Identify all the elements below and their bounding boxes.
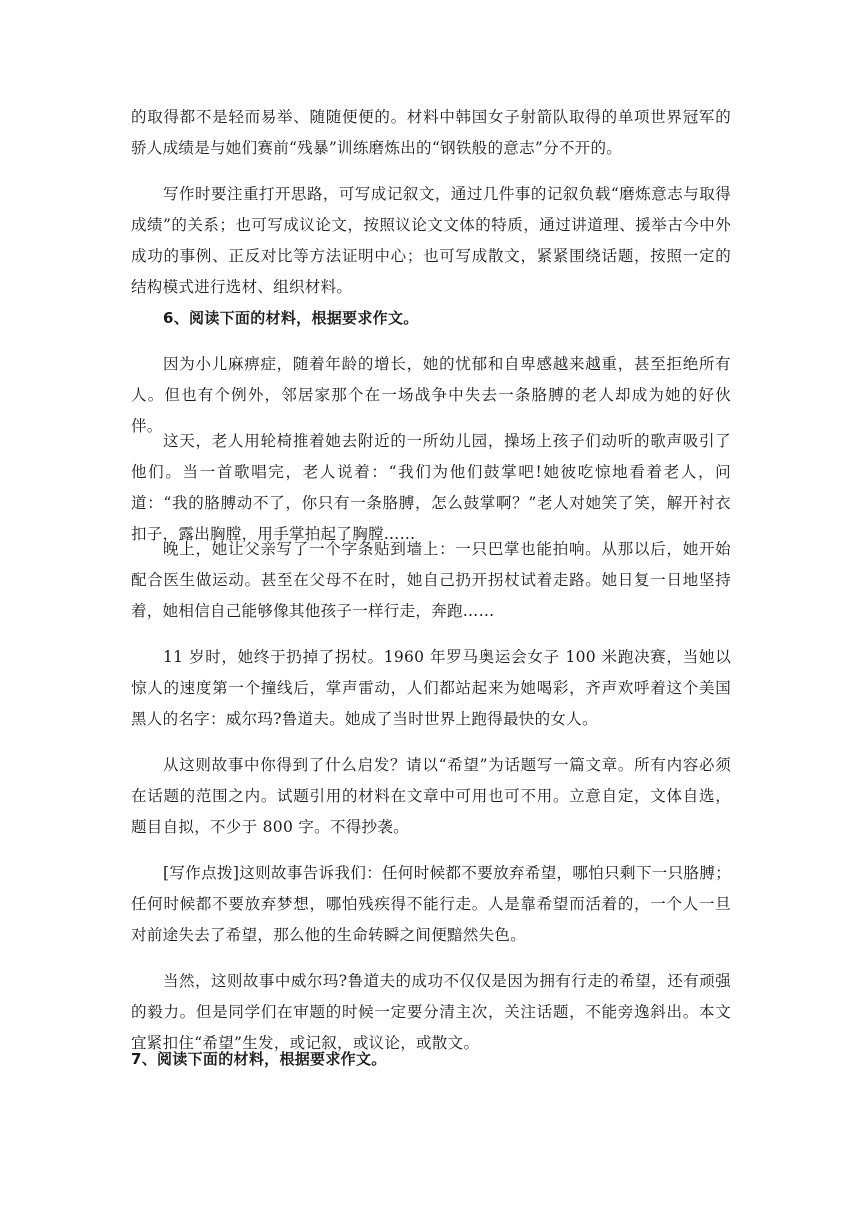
- question-6-heading: 6、阅读下面的材料，根据要求作文。: [163, 309, 419, 327]
- paragraph-note-on-wall: 晚上，她让父亲写了一个字条贴到墙上：一只巴掌也能拍响。从那以后，她开始配合医生做运动。甚至在父母不在时，她自己扔开拐杖试着走路。她日复一日地坚持着，她相信自己能够像其他孩子一样行走，奔跑……: [131, 540, 731, 620]
- question-7-heading: 7、阅读下面的材料，根据要求作文。: [131, 1050, 387, 1068]
- paragraph-kindergarten: 这天，老人用轮椅推着她去附近的一所幼儿园，操场上孩子们动听的歌声吸引了他们。当一首歌唱完，老人说着：“我们为他们鼓掌吧!她彼吃惊地看着老人，问道：“我的胳膊动不了，你只有一条胳膊，怎么鼓掌啊？”老人对她笑了笑，解开衬衣扣子，露出胸膛，用手掌拍起了胸膛……: [131, 432, 731, 543]
- paragraph-story-intro: 因为小儿麻痹症，随着年龄的增长，她的忧郁和自卑感越来越重，甚至拒绝所有人。但也有个例外，邻居家那个在一场战争中失去一条胳膊的老人却成为她的好伙伴。: [131, 355, 731, 435]
- paragraph-conclusion: 当然，这则故事中威尔玛?鲁道夫的成功不仅仅是因为拥有行走的希望，还有顽强的毅力。但是同学们在审题的时候一定要分清主次，关注话题，不能旁逸斜出。本文宜紧扣住“希望”生发，或记叙，或议论，或散文。: [131, 972, 731, 1052]
- paragraph-writing-guidance: 写作时要注重打开思路，可写成记叙文，通过几件事的记叙负载“磨炼意志与取得成绩”的关系；也可写成议论文，按照议论文文体的特质，通过讲道理、援举古今中外成功的事例、正反对比等方法证明中心；也可写成散文，紧紧围绕话题，按照一定的结构模式进行选材、组织材料。: [131, 185, 731, 296]
- paragraph-writing-tips: [写作点拨]这则故事告诉我们：任何时候都不要放弃希望，哪怕只剩下一只胳膊；任何时候都不要放弃梦想，哪怕残疾得不能行走。人是靠希望而活着的，一个人一旦对前途失去了希望，那么他的生命转瞬之间便黯然失色。: [131, 864, 731, 944]
- paragraph-continuation: 的取得都不是轻而易举、随随便便的。材料中韩国女子射箭队取得的单项世界冠军的骄人成绩是与她们赛前“残暴”训练磨炼出的“钢铁般的意志”分不开的。: [131, 108, 731, 157]
- paragraph-olympics: 11 岁时，她终于扔掉了拐杖。1960 年罗马奥运会女子 100 米跑决赛，当她以惊人的速度第一个撞线后，掌声雷动，人们都站起来为她喝彩，齐声欢呼着这个美国黑人的名字：威尔玛?鲁道夫。她成了当时世界上跑得最快的女人。: [131, 648, 731, 728]
- paragraph-writing-prompt: 从这则故事中你得到了什么启发？请以“希望”为话题写一篇文章。所有内容必须在话题的范围之内。试题引用的材料在文章中可用也可不用。立意自定，文体自选，题目自拟，不少于 800 字。不得抄袭。: [131, 756, 731, 836]
